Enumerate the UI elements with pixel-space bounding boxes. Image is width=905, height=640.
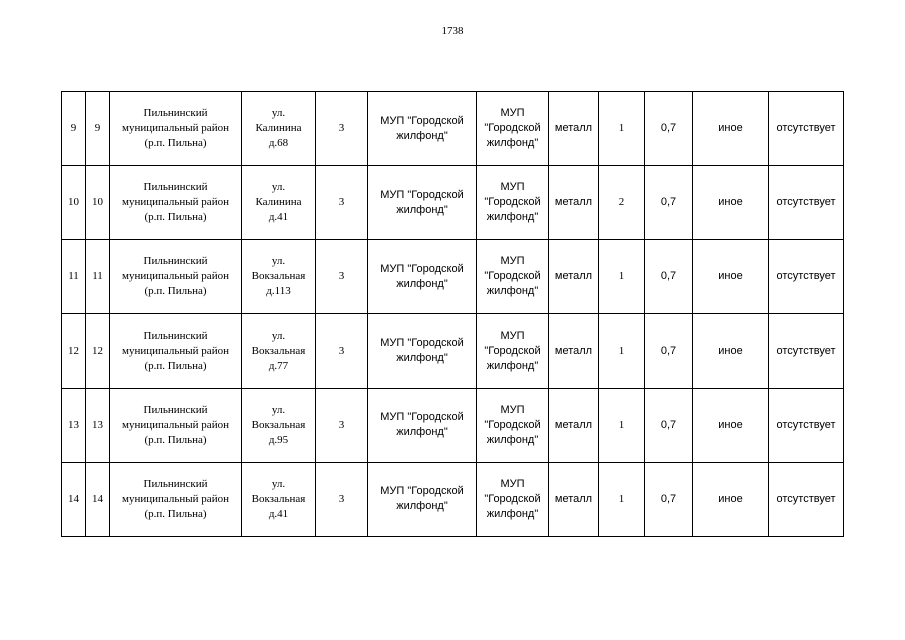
table-row	[62, 240, 844, 314]
container-sites-table	[61, 91, 844, 537]
table-row	[62, 166, 844, 240]
owner-cell: МУП "Городской жилфонд"	[368, 166, 477, 240]
district-cell: Пильнинский муниципальный район (р.п. Пильна)	[110, 240, 242, 314]
quantity-cell: 1	[599, 240, 645, 314]
district-cell: Пильнинский муниципальный район (р.п. Пильна)	[110, 314, 242, 388]
owner-cell: МУП "Городской жилфонд"	[368, 92, 477, 166]
quantity-cell: 1	[599, 92, 645, 166]
address-cell: ул. Вокзальная д.77	[242, 314, 316, 388]
count-cell: 3	[316, 388, 368, 462]
row-number-cell: 10	[86, 166, 110, 240]
volume-cell: 0,7	[645, 240, 693, 314]
count-cell: 3	[316, 240, 368, 314]
row-number-cell: 9	[62, 92, 86, 166]
owner-cell: МУП "Городской жилфонд"	[368, 462, 477, 536]
district-cell: Пильнинский муниципальный район (р.п. Пильна)	[110, 92, 242, 166]
material-cell: металл	[549, 240, 599, 314]
type-cell: иное	[693, 388, 769, 462]
operator-cell: МУП "Городской жилфонд"	[477, 388, 549, 462]
material-cell: металл	[549, 388, 599, 462]
status-cell: отсутствует	[769, 240, 844, 314]
address-cell: ул. Вокзальная д.113	[242, 240, 316, 314]
owner-cell: МУП "Городской жилфонд"	[368, 314, 477, 388]
row-number-cell: 9	[86, 92, 110, 166]
count-cell: 3	[316, 92, 368, 166]
row-number-cell: 12	[86, 314, 110, 388]
quantity-cell: 1	[599, 462, 645, 536]
volume-cell: 0,7	[645, 388, 693, 462]
owner-cell: МУП "Городской жилфонд"	[368, 240, 477, 314]
status-cell: отсутствует	[769, 92, 844, 166]
volume-cell: 0,7	[645, 314, 693, 388]
table-row	[62, 92, 844, 166]
table-row	[62, 388, 844, 462]
operator-cell: МУП "Городской жилфонд"	[477, 92, 549, 166]
status-cell: отсутствует	[769, 388, 844, 462]
address-cell: ул. Калинина д.68	[242, 92, 316, 166]
operator-cell: МУП "Городской жилфонд"	[477, 166, 549, 240]
type-cell: иное	[693, 240, 769, 314]
count-cell: 3	[316, 166, 368, 240]
address-cell: ул. Вокзальная д.41	[242, 462, 316, 536]
type-cell: иное	[693, 92, 769, 166]
district-cell: Пильнинский муниципальный район (р.п. Пильна)	[110, 462, 242, 536]
volume-cell: 0,7	[645, 462, 693, 536]
table-row	[62, 462, 844, 536]
table-row	[62, 314, 844, 388]
volume-cell: 0,7	[645, 92, 693, 166]
row-number-cell: 10	[62, 166, 86, 240]
district-cell: Пильнинский муниципальный район (р.п. Пильна)	[110, 166, 242, 240]
operator-cell: МУП "Городской жилфонд"	[477, 462, 549, 536]
row-number-cell: 13	[86, 388, 110, 462]
address-cell: ул. Вокзальная д.95	[242, 388, 316, 462]
quantity-cell: 2	[599, 166, 645, 240]
volume-cell: 0,7	[645, 166, 693, 240]
owner-cell: МУП "Городской жилфонд"	[368, 388, 477, 462]
row-number-cell: 13	[62, 388, 86, 462]
status-cell: отсутствует	[769, 314, 844, 388]
material-cell: металл	[549, 314, 599, 388]
row-number-cell: 14	[62, 462, 86, 536]
status-cell: отсутствует	[769, 462, 844, 536]
quantity-cell: 1	[599, 388, 645, 462]
row-number-cell: 11	[62, 240, 86, 314]
quantity-cell: 1	[599, 314, 645, 388]
operator-cell: МУП "Городской жилфонд"	[477, 240, 549, 314]
type-cell: иное	[693, 314, 769, 388]
type-cell: иное	[693, 462, 769, 536]
count-cell: 3	[316, 314, 368, 388]
material-cell: металл	[549, 166, 599, 240]
status-cell: отсутствует	[769, 166, 844, 240]
row-number-cell: 12	[62, 314, 86, 388]
address-cell: ул. Калинина д.41	[242, 166, 316, 240]
type-cell: иное	[693, 166, 769, 240]
count-cell: 3	[316, 462, 368, 536]
operator-cell: МУП "Городской жилфонд"	[477, 314, 549, 388]
district-cell: Пильнинский муниципальный район (р.п. Пильна)	[110, 388, 242, 462]
row-number-cell: 11	[86, 240, 110, 314]
page-number: 1738	[441, 25, 464, 37]
table-body	[62, 92, 844, 537]
material-cell: металл	[549, 462, 599, 536]
row-number-cell: 14	[86, 462, 110, 536]
material-cell: металл	[549, 92, 599, 166]
